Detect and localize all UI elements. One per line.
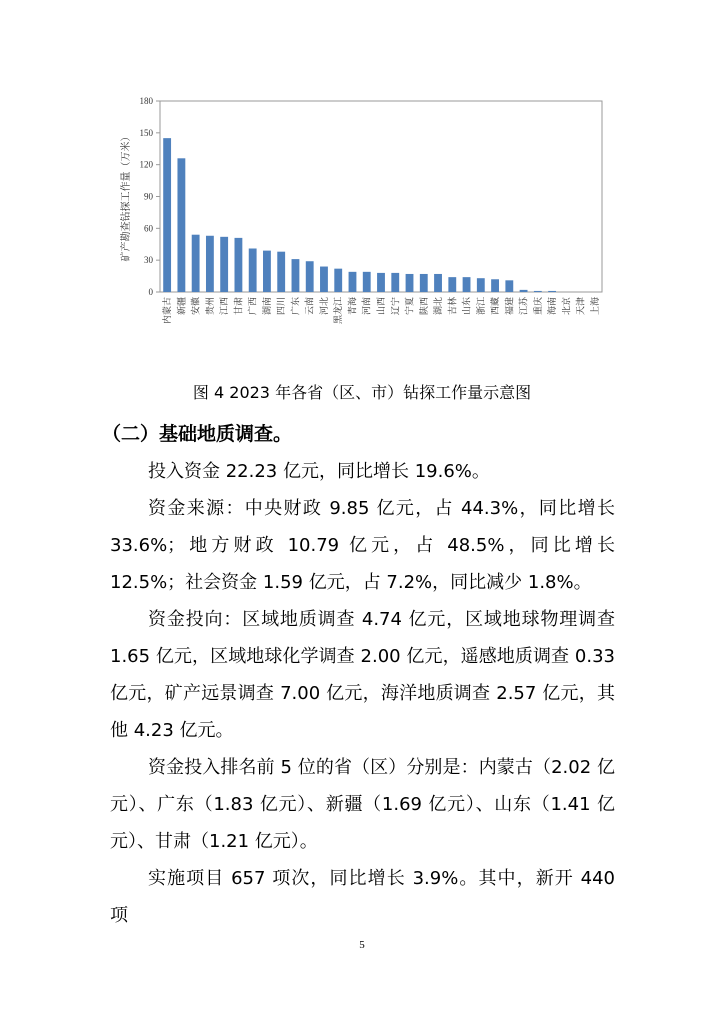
x-tick-label: 山西 — [377, 297, 387, 316]
x-tick-label: 青海 — [348, 297, 359, 316]
bar — [448, 277, 456, 292]
bar — [477, 278, 485, 292]
x-tick-label: 新疆 — [177, 297, 188, 316]
section-heading: （二）基础地质调查。 — [102, 423, 293, 445]
bar — [520, 290, 528, 292]
bar — [377, 273, 385, 292]
bar — [292, 259, 300, 292]
paragraph-funding-sources: 资金来源：中央财政 9.85 亿元，占 44.3%，同比增长 33.6%；地方财政 10.79 亿元，占 48.5%，同比增长 12.5%；社会资金 1.59 亿元，占 7.2%，同比减少 1.8%。 — [110, 498, 615, 593]
y-tick-label: 60 — [144, 223, 153, 234]
bar — [263, 251, 271, 292]
bar — [534, 291, 542, 292]
x-tick-label: 云南 — [305, 297, 316, 316]
body-text — [102, 416, 615, 934]
x-tick-label: 宁夏 — [405, 297, 416, 316]
bar — [306, 261, 314, 292]
x-tick-label: 海南 — [548, 297, 559, 316]
x-tick-label: 江西 — [220, 297, 231, 316]
x-tick-label: 四川 — [277, 297, 288, 316]
y-tick-label: 30 — [144, 255, 153, 266]
x-tick-label: 山东 — [462, 297, 473, 316]
bar — [249, 248, 257, 292]
bar — [420, 274, 428, 292]
y-tick-label: 150 — [139, 127, 153, 138]
bar — [320, 267, 328, 292]
x-tick-label: 陕西 — [419, 297, 430, 316]
bar — [406, 274, 414, 292]
bar — [363, 272, 371, 292]
y-axis-label: 矿产勘查钻探工作量（万米） — [121, 131, 132, 262]
x-tick-label: 江苏 — [519, 297, 530, 316]
x-tick-label: 广东 — [291, 297, 302, 316]
bar — [349, 272, 357, 292]
x-tick-label: 重庆 — [533, 297, 544, 316]
bar — [548, 291, 556, 292]
bar — [505, 280, 513, 292]
bar — [277, 252, 285, 292]
x-tick-label: 内蒙古 — [163, 297, 174, 325]
bar — [163, 138, 171, 292]
paragraph-projects: 实施项目 657 项次，同比增长 3.9%。其中，新开 440 项 — [110, 868, 615, 926]
y-tick-label: 180 — [139, 96, 153, 106]
bar — [220, 237, 228, 292]
x-tick-label: 浙江 — [476, 297, 487, 316]
paragraph-funding-allocation: 资金投向：区域地质调查 4.74 亿元，区域地球物理调查 1.65 亿元，区域地球化学调查 2.00 亿元，遥感地质调查 0.33 亿元，矿产远景调查 7.00 亿元，海洋地质调查 2.57 亿元，其他 4.23 亿元。 — [110, 609, 615, 741]
drilling-bar-chart — [0, 0, 724, 370]
x-tick-label: 安徽 — [191, 297, 202, 316]
y-tick-label: 90 — [144, 191, 153, 202]
x-tick-label: 上海 — [590, 297, 601, 316]
x-tick-label: 黑龙江 — [334, 297, 345, 325]
paragraph-top-provinces: 资金投入排名前 5 位的省（区）分别是：内蒙古（2.02 亿元）、广东（1.83 亿元）、新疆（1.69 亿元）、山东（1.41 亿元）、甘肃（1.21 亿元）。 — [110, 757, 615, 852]
x-tick-label: 吉林 — [448, 297, 459, 316]
x-tick-label: 福建 — [505, 297, 516, 316]
x-tick-label: 广西 — [248, 297, 259, 316]
page-number: 5 — [359, 939, 365, 951]
y-tick-label: 0 — [148, 287, 153, 297]
x-tick-label: 河北 — [319, 297, 330, 316]
paragraph-investment: 投入资金 22.23 亿元，同比增长 19.6%。 — [148, 461, 490, 482]
bar — [206, 236, 214, 292]
x-tick-label: 河南 — [362, 297, 373, 316]
x-tick-label: 西藏 — [491, 297, 502, 316]
x-tick-label: 贵州 — [205, 297, 216, 316]
x-tick-label: 北京 — [562, 297, 573, 316]
x-tick-label: 辽宁 — [391, 297, 402, 316]
bar — [177, 158, 185, 292]
y-tick-label: 120 — [139, 159, 153, 170]
bar — [434, 274, 442, 292]
figure-caption: 图 4 2023 年各省（区、市）钻探工作量示意图 — [192, 383, 532, 402]
bar — [463, 277, 471, 292]
bar — [334, 269, 342, 292]
bar — [192, 235, 200, 292]
bar — [391, 273, 399, 292]
bar — [234, 238, 242, 292]
x-tick-label: 天津 — [576, 297, 587, 316]
x-tick-label: 湖南 — [262, 297, 273, 316]
x-tick-label: 甘肃 — [234, 297, 245, 316]
x-tick-label: 湖北 — [434, 297, 445, 316]
bar — [491, 279, 499, 292]
